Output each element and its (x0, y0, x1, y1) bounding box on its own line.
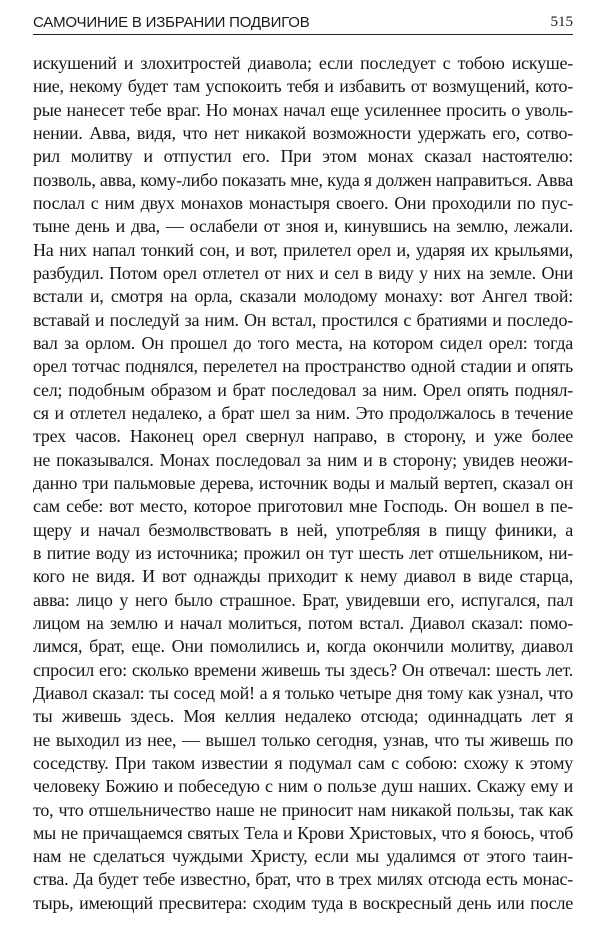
text-line: сам себе: вот место, которое приготовил мне Господь. Он вошел в пе- (33, 496, 573, 517)
text-line: разбудил. Потом орел отлетел от них и сел в виду у них на земле. Они (33, 262, 573, 283)
text-line: авва: лицо у него было страшное. Брат, увидевши его, испугался, пал (33, 589, 573, 610)
text-line: Диавол сказал: ты сосед мой! а я только четыре дня тому как узнал, что (33, 682, 573, 703)
text-line: нам не сделаться чуждыми Христу, если мы удалимся от этого таин- (33, 846, 573, 867)
text-line: лицом на землю и начал молиться, потом встал. Диавол сказал: помо- (33, 612, 573, 633)
text-line: послал с ним двух монахов монастыря своего. Они проходили по пус- (33, 192, 573, 213)
text-line: На них напал тонкий сон, и вот, прилетел орел и, ударяя их крыльями, (33, 239, 573, 260)
text-line: сел; подобным образом и брат последовал за ним. Орел опять поднял- (33, 379, 573, 400)
text-line: орел тотчас поднялся, перелетел на пространство одной стадии и опять (33, 356, 573, 377)
text-line: человеку Божию и побеседую с ним о пользе душ наших. Скажу ему и (33, 776, 573, 797)
text-line: искушений и злохитростей диавола; если последует с тобою искуше- (33, 53, 573, 73)
text-line: ся и отлетел недалеко, а брат шел за ним. Это продолжалось в течение (33, 402, 573, 423)
text-line: мы не причащаемся святых Тела и Крови Христовых, что я боюсь, чтоб (33, 822, 573, 843)
text-line: рые нанесет тебе враг. Но монах начал еще усиленнее просить о уволь- (33, 99, 573, 120)
text-line: то, что отшельничество наше не приносит нам никакой пользы, так как (33, 799, 573, 820)
text-line: позволь, авва, кому-либо показать мне, куда я должен направиться. Авва (33, 169, 573, 190)
page-number: 515 (550, 14, 573, 30)
text-line: вставай и последуй за ним. Он встал, простился с братиями и последо- (33, 309, 573, 330)
text-line: лимся, брат, еще. Они помолились и, когда окончили молитву, диавол (33, 636, 573, 657)
text-line: ние, некому будет там успокоить тебя и избавить от возмущений, кото- (33, 76, 573, 97)
text-line: в питие воду из источника; прожил он тут шесть лет отшельником, ни- (33, 542, 573, 563)
text-line: не показывался. Монах последовал за ним и в сторону; увидев неожи- (33, 449, 573, 470)
body-text (33, 52, 573, 915)
running-header (33, 12, 573, 35)
text-line: рил молитву и отпустил его. При этом монах сказал настоятелю: (33, 146, 573, 167)
text-line: ства. Да будет тебе известно, брат, что в трех милях отсюда есть монас- (33, 869, 573, 890)
text-line: соседству. При таком известии я подумал сам с собою: схожу к этому (33, 752, 573, 773)
text-line: щеру и начал безмолвствовать в ней, употребляя в пищу финики, а (33, 519, 573, 540)
text-line: тырь, имеющий пресвитера: сходим туда в воскресный день или после (33, 892, 573, 913)
running-title: САМОЧИНИЕ В ИЗБРАНИИ ПОДВИГОВ (33, 14, 310, 31)
text-line: ты живешь здесь. Моя келлия недалеко отсюда; одиннадцать лет я (33, 706, 573, 727)
text-line: нении. Авва, видя, что нет никакой возможности удержать его, сотво- (33, 122, 573, 143)
text-line: трех часов. Наконец орел свернул направо, в сторону, и уже более (33, 426, 573, 447)
text-line: тыне день и два, — ослабели от зноя и, кинувшись на землю, лежали. (33, 216, 573, 237)
text-line: встали и, смотря на орла, сказали молодому монаху: вот Ангел твой: (33, 286, 573, 307)
text-line: кого не видя. И вот однажды приходит к нему диавол в виде старца, (33, 566, 573, 587)
text-line: спросил его: сколько времени живешь ты здесь? Он отвечал: шесть лет. (33, 659, 573, 680)
text-line: не выходил из нее, — вышел только сегодня, узнав, что ты живешь по (33, 729, 573, 750)
text-line: данно три пальмовые дерева, источник воды и малый вертеп, сказал он (33, 472, 573, 493)
text-line: вал за орлом. Он прошел до того места, на котором сидел орел: тогда (33, 332, 573, 353)
